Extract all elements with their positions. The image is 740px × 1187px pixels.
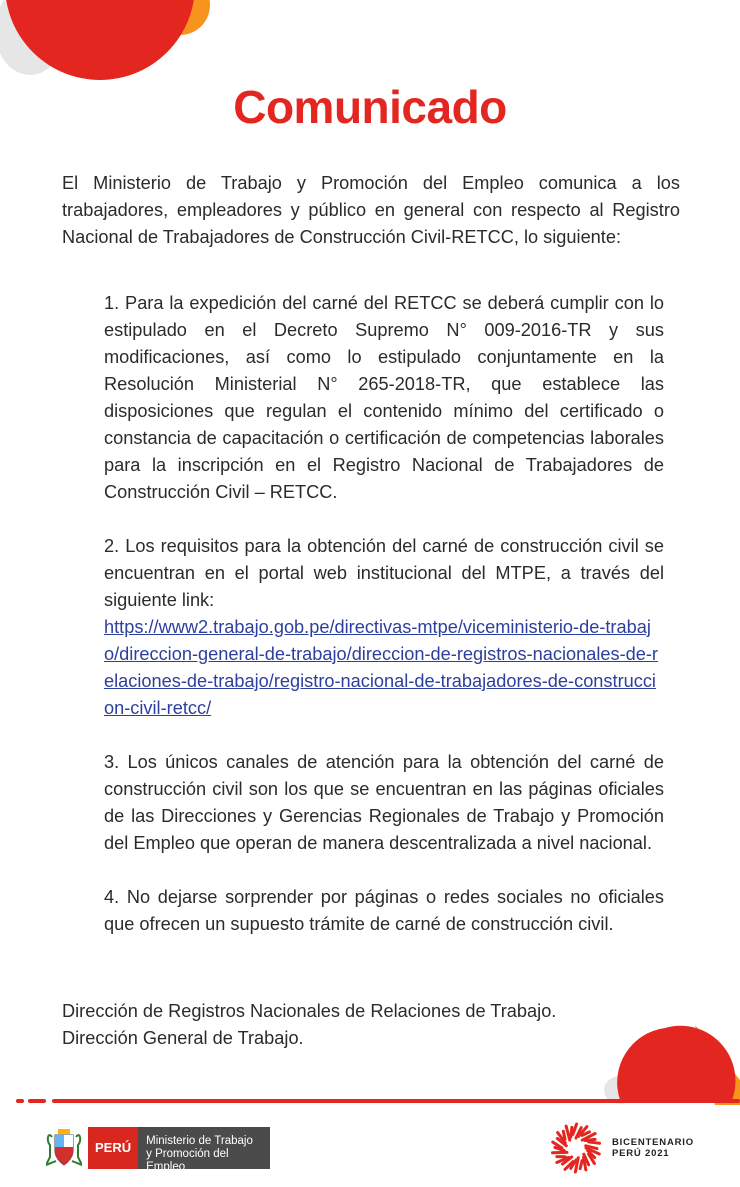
burst-ray <box>563 1131 565 1139</box>
list-item <box>104 290 664 506</box>
bottom-right-decoration <box>600 1020 740 1105</box>
bicentenario-line: PERÚ 2021 <box>612 1148 670 1159</box>
list-item-text: 1. Para la expedición del carné del RETCC se deberá cumplir con lo estipulado en el Decreto Supremo N° 009-2016-TR y sus modificaciones, así como lo estipulado conjuntamente en la Resolución Ministerial N° 265-2018-TR, que establece las disposiciones que regulan el contenido mínimo del certificado o constancia de capacitación o certificación de competencias laborales para la inscripción en el Registro Nacional de Trabajadores de Construcción Civil – RETCC. <box>104 293 664 502</box>
burst-ray <box>573 1124 577 1134</box>
peru-label: PERÚ <box>88 1127 138 1169</box>
ministry-label <box>138 1127 270 1173</box>
page-title: Comunicado <box>233 81 507 133</box>
burst-ray <box>580 1161 582 1169</box>
burst-ray <box>571 1127 572 1137</box>
divider-dash <box>28 1099 46 1103</box>
bicentenario-text <box>612 1137 694 1159</box>
list-item-text: 3. Los únicos canales de atención para la obtención del carné de construcción civil son los que se encuentran en las páginas oficiales de las Direcciones y Gerencias Regionales de Trabajo y Promoción del Empleo que operan de manera descentralizada a nivel nacional. <box>104 752 664 853</box>
retcc-requirements-link[interactable]: https://www2.trabajo.gob.pe/directivas-mtpe/viceministerio-de-trabajo/direccion-general-de-trabajo/direccion-de-registros-nacionales-de-relaciones-de-trabajo/registro-nacional-de-trabajadores-de-construccion-civil-retcc/ <box>104 617 658 718</box>
footer-divider <box>52 1099 740 1103</box>
signature-block <box>62 998 622 1052</box>
list-item <box>104 884 664 938</box>
top-left-decoration <box>0 0 220 90</box>
bicentenario-burst-icon <box>548 1120 604 1176</box>
peru-coat-of-arms-icon <box>46 1127 82 1169</box>
bicentenario-line: BICENTENARIO <box>612 1137 694 1148</box>
burst-ray <box>566 1126 570 1140</box>
ministry-line: y Promoción del Empleo <box>146 1148 229 1173</box>
intro-paragraph: El Ministerio de Trabajo y Promoción del Empleo comunica a los trabajadores, empleadores y público en general con respecto al Registro Nacional de Trabajadores de Construcción Civil-RETCC, lo siguiente: <box>62 173 680 247</box>
list-item <box>104 749 664 857</box>
signature-line: Dirección de Registros Nacionales de Relaciones de Trabajo. <box>62 1001 557 1021</box>
divider-dash <box>16 1099 24 1103</box>
list-item-text: 4. No dejarse sorprender por páginas o redes sociales no oficiales que ofrecen un supuesto trámite de carné de construcción civil. <box>104 887 664 934</box>
burst-ray <box>585 1139 595 1140</box>
signature-line: Dirección General de Trabajo. <box>62 1028 304 1048</box>
list-item <box>104 533 664 722</box>
numbered-list <box>104 290 664 965</box>
burst-ray <box>589 1142 600 1143</box>
ministry-line: Ministerio de Trabajo <box>146 1135 253 1147</box>
ministry-logo <box>46 1126 270 1173</box>
bicentenario-logo <box>548 1120 694 1176</box>
list-item-text: 2. Los requisitos para la obtención del carné de construcción civil se encuentran en el portal web institucional del MTPE, a través del siguiente link: <box>104 536 664 610</box>
